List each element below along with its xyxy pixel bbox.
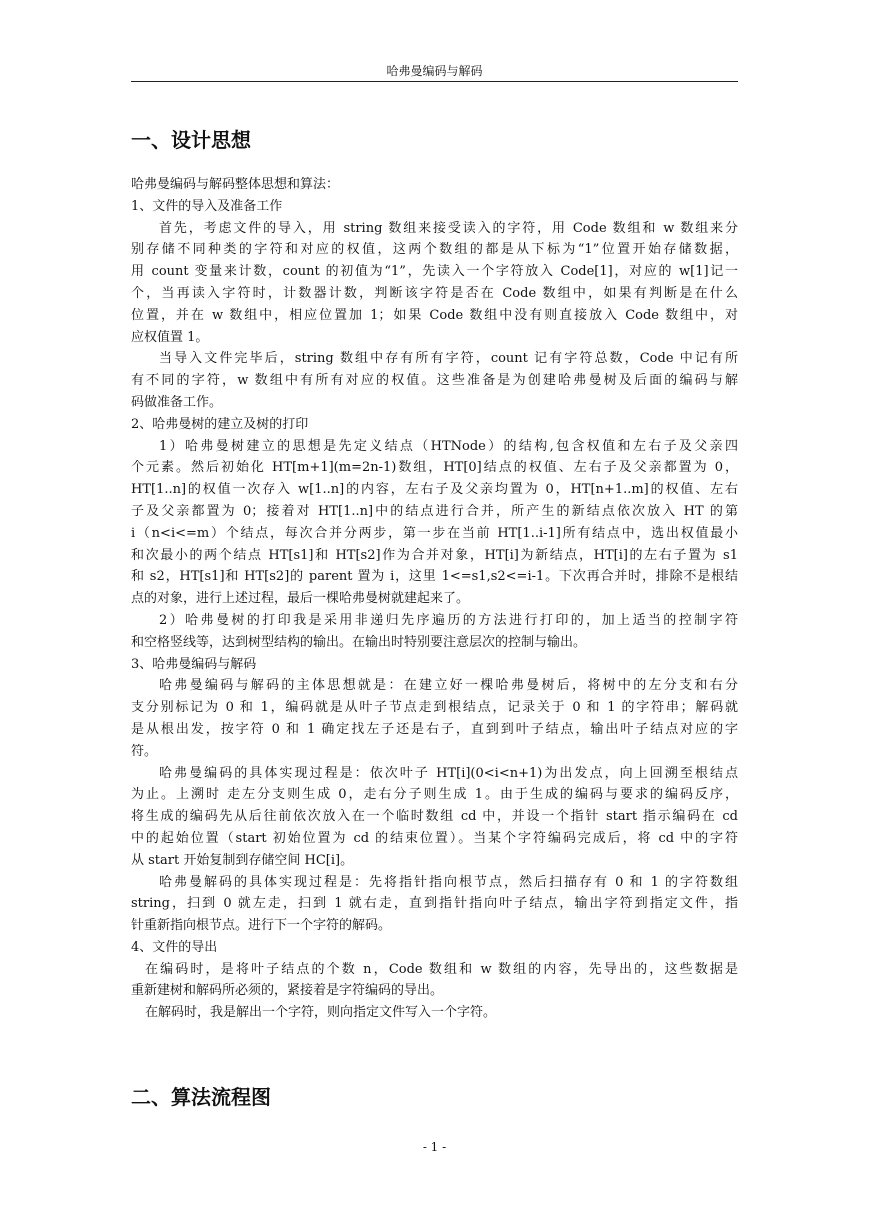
body-line: 点的对象，进行上述过程，最后一棵哈弗曼树就建起来了。 — [131, 591, 470, 607]
body-line: 和空格竖线等，达到树型结构的输出。在输出时特别要注意层次的控制与输出。 — [131, 634, 587, 650]
body-line: 哈弗曼编码与解码的主体思想就是：在建立好一棵哈弗曼树后，将树中的左分支和右分 — [159, 678, 738, 694]
header-rule — [131, 81, 738, 82]
section-title-design: 一、设计思想 — [131, 128, 251, 152]
body-line: 个，当再读入字符时，计数器计数，判断该字符是否在 Code 数组中，如果有判断是在什么 — [131, 285, 738, 301]
body-line: i（n<i<=m）个结点，每次合并分两步，第一步在当前 HT[1..i-1]所有结点中，选出权值最小 — [131, 525, 738, 541]
body-line: 首先，考虑文件的导入，用 string 数组来接受读入的字符，用 Code 数组和 w 数组来分 — [159, 220, 738, 236]
body-line: 个元素。然后初始化 HT[m+1](m=2n-1)数组，HT[0]结点的权值、左右子及父亲都置为 0， — [131, 460, 738, 476]
body-line: 2）哈弗曼树的打印我是采用非递归先序遍历的方法进行打印的，加上适当的控制字符 — [159, 612, 738, 628]
body-line: 哈弗曼编码的具体实现过程是：依次叶子 HT[i](0<i<n+1)为出发点，向上回溯至根结点 — [159, 765, 738, 781]
body-line: 符。 — [131, 743, 158, 759]
body-line: 4、文件的导出 — [131, 939, 218, 955]
body-line: 支分别标记为 0 和 1，编码就是从叶子节点走到根结点，记录关于 0 和 1 的字符串；解码就 — [131, 700, 738, 716]
body-line: 有不同的字符，w 数组中有所有对应的权值。这些准备是为创建哈弗曼树及后面的编码与解 — [131, 373, 738, 389]
section-title-flowchart: 二、算法流程图 — [131, 1085, 271, 1109]
body-line: 3、哈弗曼编码与解码 — [131, 656, 257, 672]
page-number: - 1 - — [422, 1140, 447, 1154]
body-line: 当导入文件完毕后，string 数组中存有所有字符，count 记有字符总数，Code 中记有所 — [159, 351, 738, 367]
body-line: 在解码时，我是解出一个字符，则向指定文件写入一个字符。 — [145, 1005, 497, 1021]
document-body — [131, 174, 738, 1024]
body-line: 为止。上溯时 走左分支则生成 0，走右分子则生成 1。由于生成的编码与要求的编码反序， — [131, 787, 738, 803]
body-line: HT[1..n]的权值一次存入 w[1..n]的内容，左右子及父亲均置为 0，HT[n+1..m]的权值、左右 — [131, 482, 738, 498]
body-line: 是从根出发，按字符 0 和 1 确定找左子还是右子，直到到叶子结点，输出叶子结点对应的字 — [131, 721, 738, 737]
body-line: 从 start 开始复制到存储空间 HC[i]。 — [131, 852, 354, 868]
body-line: 在编码时，是将叶子结点的个数 n，Code 数组和 w 数组的内容，先导出的，这些数据是 — [145, 961, 738, 977]
body-line: 将生成的编码先从后往前依次放入在一个临时数组 cd 中，并设一个指针 start 指示编码在 cd — [131, 809, 738, 825]
running-header: 哈弗曼编码与解码 — [386, 64, 483, 78]
body-line: 别存储不同种类的字符和对应的权值，这两个数组的都是从下标为“1”位置开始存储数据， — [131, 242, 738, 258]
body-line: 码做准备工作。 — [131, 394, 223, 410]
body-line: 重新建树和解码所必须的，紧接着是字符编码的导出。 — [131, 983, 444, 999]
body-line: 中的起始位置（start 初始位置为 cd 的结束位置）。当某个字符编码完成后，将 cd 中的字符 — [131, 830, 738, 846]
body-line: 1）哈弗曼树建立的思想是先定义结点（HTNode）的结构,包含权值和左右子及父亲四 — [159, 438, 738, 454]
body-line: string，扫到 0 就左走，扫到 1 就右走，直到指针指向叶子结点，输出字符到指定文件，指 — [131, 896, 738, 912]
body-line: 针重新指向根节点。进行下一个字符的解码。 — [131, 918, 392, 934]
body-line: 哈弗曼编码与解码整体思想和算法： — [131, 177, 340, 192]
body-line: 位置，并在 w 数组中，相应位置加 1；如果 Code 数组中没有则直接放入 Code 数组中，对 — [131, 307, 738, 323]
body-line: 用 count 变量来计数，count 的初值为“1”，先读入一个字符放入 Code[1]，对应的 w[1]记一 — [131, 264, 738, 280]
body-line: 子及父亲都置为 0；接着对 HT[1..n]中的结点进行合并，所产生的新结点依次放入 HT 的第 — [131, 503, 738, 519]
body-line: 和 s2，HT[s1]和 HT[s2]的 parent 置为 i，这里 1<=s1,s2<=i-1。下次再合并时，排除不是根结 — [131, 569, 738, 585]
body-line: 应权值置 1。 — [131, 329, 209, 345]
body-line: 和次最小的两个结点 HT[s1]和 HT[s2]作为合并对象，HT[i]为新结点，HT[i]的左右子置为 s1 — [131, 547, 738, 563]
body-line: 1、文件的导入及准备工作 — [131, 198, 283, 214]
body-line: 哈弗曼解码的具体实现过程是：先将指针指向根节点，然后扫描存有 0 和 1 的字符数组 — [159, 874, 738, 890]
body-line: 2、哈弗曼树的建立及树的打印 — [131, 416, 309, 432]
